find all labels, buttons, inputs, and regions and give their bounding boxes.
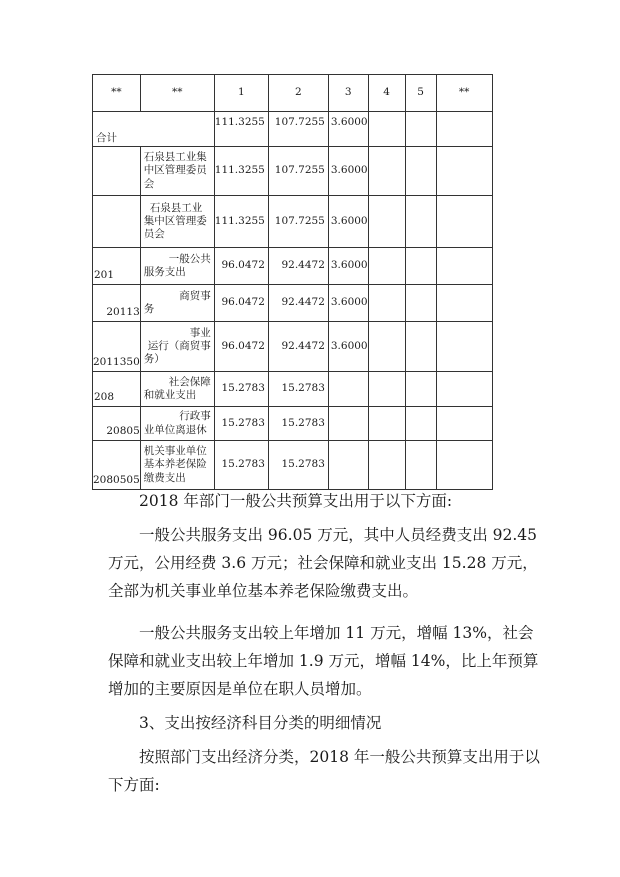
empty-cell xyxy=(436,248,492,285)
table-row xyxy=(93,372,493,407)
value-col3: 3.6000 xyxy=(328,285,368,322)
budget-table xyxy=(92,74,493,490)
value-col1: 15.2783 xyxy=(214,372,268,407)
table-row xyxy=(93,196,493,248)
row-name-line: 石泉县工业 xyxy=(149,201,203,214)
table-row xyxy=(93,407,493,441)
row-name xyxy=(140,248,214,285)
row-code: 2011350 xyxy=(93,322,141,372)
row-name xyxy=(140,407,214,441)
header-cell: ** xyxy=(436,75,492,112)
value-col3: 3.6000 xyxy=(328,112,368,147)
row-name-line: 合计 xyxy=(96,131,117,144)
empty-cell xyxy=(368,441,405,490)
empty-cell xyxy=(368,112,405,147)
table-header-row xyxy=(93,75,493,112)
empty-cell xyxy=(405,112,436,147)
row-name-line: 社会保障 xyxy=(168,375,211,388)
row-name xyxy=(140,285,214,322)
header-cell: 1 xyxy=(214,75,268,112)
empty-cell xyxy=(405,407,436,441)
value-col1: 111.3255 xyxy=(214,112,268,147)
value-col1: 96.0472 xyxy=(214,285,268,322)
value-col1: 111.3255 xyxy=(214,196,268,248)
row-code xyxy=(93,196,141,248)
paragraph-economic-classification: 按照部门支出经济分类，2018 年一般公共预算支出用于以下方面: xyxy=(108,748,540,794)
row-name-line: 商贸事 xyxy=(179,289,211,302)
row-name-line: 员会 xyxy=(143,228,165,241)
empty-cell xyxy=(368,248,405,285)
paragraph-expenditure-detail: 一般公共服务支出 96.05 万元，其中人员经费支出 92.45 万元，公用经费 3.6 万元；社会保障和就业支出 15.28 万元，全部为机关事业单位基本养老保险缴费支出。 xyxy=(108,526,538,600)
row-name xyxy=(140,196,214,248)
empty-cell xyxy=(405,441,436,490)
table-row xyxy=(93,248,493,285)
empty-cell xyxy=(368,196,405,248)
row-code: 20805 xyxy=(93,407,141,441)
empty-cell xyxy=(368,322,405,372)
empty-cell xyxy=(368,285,405,322)
row-name xyxy=(140,441,214,490)
table-row xyxy=(93,441,493,490)
row-code: 208 xyxy=(93,372,141,407)
value-col3 xyxy=(328,407,368,441)
empty-cell xyxy=(405,196,436,248)
row-name-line: 和就业支出 xyxy=(143,389,197,401)
empty-cell xyxy=(436,285,492,322)
value-col2: 107.7255 xyxy=(268,112,328,147)
row-name xyxy=(140,322,214,372)
paragraph-intro: 2018 年部门一般公共预算支出用于以下方面: xyxy=(139,492,453,510)
value-col2: 15.2783 xyxy=(268,372,328,407)
row-name-line: 行政事 xyxy=(179,410,211,423)
row-name-line: 务） xyxy=(143,353,165,366)
empty-cell xyxy=(436,372,492,407)
empty-cell xyxy=(436,322,492,372)
row-code xyxy=(93,147,141,196)
row-name-line: 集中区管理委 xyxy=(143,214,207,227)
header-cell: 5 xyxy=(405,75,436,112)
empty-cell xyxy=(405,147,436,196)
empty-cell xyxy=(405,248,436,285)
value-col2: 92.4472 xyxy=(268,322,328,372)
header-cell: 4 xyxy=(368,75,405,112)
value-col1: 15.2783 xyxy=(214,441,268,490)
value-col1: 96.0472 xyxy=(214,248,268,285)
empty-cell xyxy=(368,372,405,407)
row-code: 2080505 xyxy=(93,441,141,490)
row-name-line: 会 xyxy=(143,177,155,190)
row-name-line: 石泉县工业集 xyxy=(143,151,207,164)
empty-cell xyxy=(368,147,405,196)
row-name xyxy=(93,112,215,147)
value-col3: 3.6000 xyxy=(328,248,368,285)
row-name-line: 运行（商贸事 xyxy=(147,339,211,352)
empty-cell xyxy=(405,372,436,407)
row-code: 20113 xyxy=(93,285,141,322)
empty-cell xyxy=(436,441,492,490)
table-row xyxy=(93,147,493,196)
row-name-line: 缴费支出 xyxy=(143,471,186,484)
empty-cell xyxy=(405,285,436,322)
empty-cell xyxy=(405,322,436,372)
row-name-line: 基本养老保险 xyxy=(143,458,207,471)
row-name-line: 机关事业单位 xyxy=(143,445,207,458)
row-name xyxy=(140,147,214,196)
row-name-line: 业单位离退休 xyxy=(143,423,207,436)
table-row xyxy=(93,322,493,372)
value-col2: 107.7255 xyxy=(268,196,328,248)
value-col2: 92.4472 xyxy=(268,285,328,322)
header-cell: ** xyxy=(93,75,141,112)
empty-cell xyxy=(436,196,492,248)
value-col3: 3.6000 xyxy=(328,322,368,372)
value-col3 xyxy=(328,372,368,407)
header-cell: 2 xyxy=(268,75,328,112)
empty-cell xyxy=(436,407,492,441)
paragraph-year-comparison: 一般公共服务支出较上年增加 11 万元，增幅 13%，社会保障和就业支出较上年增加 1.9 万元，增幅 14%，比上年预算增加的主要原因是单位在职人员增加。 xyxy=(108,624,539,698)
row-name-line: 服务支出 xyxy=(143,266,186,278)
section-heading: 3、支出按经济科目分类的明细情况 xyxy=(139,714,382,732)
value-col2: 15.2783 xyxy=(268,407,328,441)
value-col2: 107.7255 xyxy=(268,147,328,196)
header-cell: 3 xyxy=(328,75,368,112)
value-col3: 3.6000 xyxy=(328,196,368,248)
value-col1: 111.3255 xyxy=(214,147,268,196)
value-col2: 15.2783 xyxy=(268,441,328,490)
value-col2: 92.4472 xyxy=(268,248,328,285)
header-cell: ** xyxy=(140,75,214,112)
row-name xyxy=(140,372,214,407)
table-row xyxy=(93,285,493,322)
row-code: 201 xyxy=(93,248,141,285)
row-name-line: 一般公共 xyxy=(168,252,211,265)
value-col1: 15.2783 xyxy=(214,407,268,441)
value-col1: 96.0472 xyxy=(214,322,268,372)
row-name-line: 务 xyxy=(143,303,155,315)
row-name-line: 事业 xyxy=(189,326,211,339)
empty-cell xyxy=(368,407,405,441)
empty-cell xyxy=(436,112,492,147)
value-col3 xyxy=(328,441,368,490)
table-row xyxy=(93,112,493,147)
row-name-line: 中区管理委员 xyxy=(143,164,207,177)
empty-cell xyxy=(436,147,492,196)
value-col3: 3.6000 xyxy=(328,147,368,196)
